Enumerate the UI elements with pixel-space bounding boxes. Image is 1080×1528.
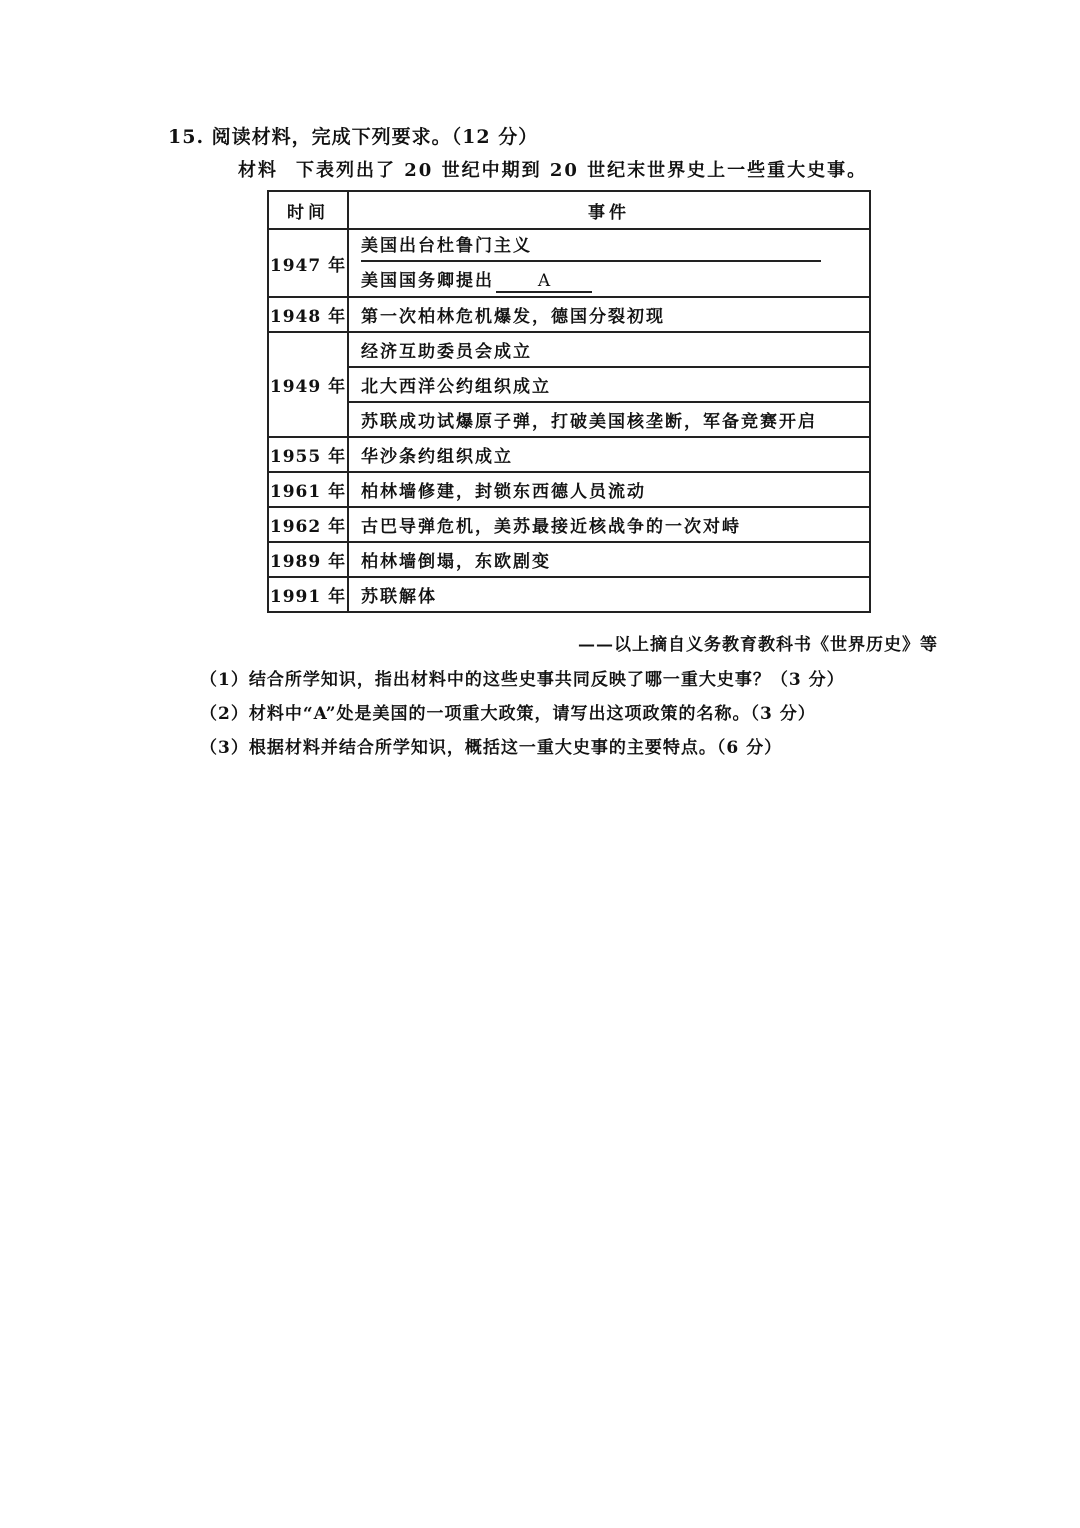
subquestion-1: （1）结合所学知识，指出材料中的这些史事共同反映了哪一重大史事？（3 分） [200, 670, 845, 690]
event-cell: 柏林墙修建，封锁东西德人员流动 [348, 472, 870, 507]
table-row [268, 367, 870, 402]
table-row [268, 542, 870, 577]
year-cell: 1948 年 [268, 297, 348, 332]
subquestion-2: （2）材料中“A”处是美国的一项重大政策，请写出这项政策的名称。（3 分） [200, 704, 816, 724]
year-cell: 1962 年 [268, 507, 348, 542]
question-title: 15. 阅读材料，完成下列要求。（12 分） [168, 126, 539, 148]
event-cell: 苏联成功试爆原子弹，打破美国核垄断，军备竞赛开启 [348, 402, 870, 437]
event-cell: 美国出台杜鲁门主义 [348, 229, 870, 263]
year-cell: 1955 年 [268, 437, 348, 472]
events-table [267, 190, 871, 613]
table-header-row [268, 191, 870, 229]
table-row [268, 472, 870, 507]
table-row [268, 402, 870, 437]
material-label: 材料 [238, 160, 278, 181]
year-cell: 1947 年 [268, 229, 348, 297]
event-cell: 第一次柏林危机爆发，德国分裂初现 [348, 297, 870, 332]
event-cell: 古巴导弹危机，美苏最接近核战争的一次对峙 [348, 507, 870, 542]
table-row [268, 229, 870, 263]
source-citation: ——以上摘自义务教育教科书《世界历史》等 [578, 635, 938, 655]
event-cell: 北大西洋公约组织成立 [348, 367, 870, 402]
header-event: 事件 [348, 191, 870, 229]
event-cell: 美国国务卿提出 A [348, 263, 870, 297]
table-row [268, 297, 870, 332]
blank-a: A [496, 271, 592, 293]
table-row [268, 437, 870, 472]
table-row [268, 577, 870, 612]
material-text: 下表列出了 20 世纪中期到 20 世纪末世界史上一些重大史事。 [296, 160, 868, 181]
event-cell: 苏联解体 [348, 577, 870, 612]
material-intro [238, 156, 867, 182]
year-cell: 1989 年 [268, 542, 348, 577]
table-row [268, 263, 870, 297]
event-cell: 柏林墙倒塌，东欧剧变 [348, 542, 870, 577]
table-row [268, 332, 870, 367]
table-row [268, 507, 870, 542]
year-cell: 1949 年 [268, 332, 348, 437]
event-cell: 华沙条约组织成立 [348, 437, 870, 472]
header-time: 时间 [268, 191, 348, 229]
year-cell: 1961 年 [268, 472, 348, 507]
event-cell: 经济互助委员会成立 [348, 332, 870, 367]
year-cell: 1991 年 [268, 577, 348, 612]
subquestion-3: （3）根据材料并结合所学知识，概括这一重大史事的主要特点。（6 分） [200, 738, 783, 758]
